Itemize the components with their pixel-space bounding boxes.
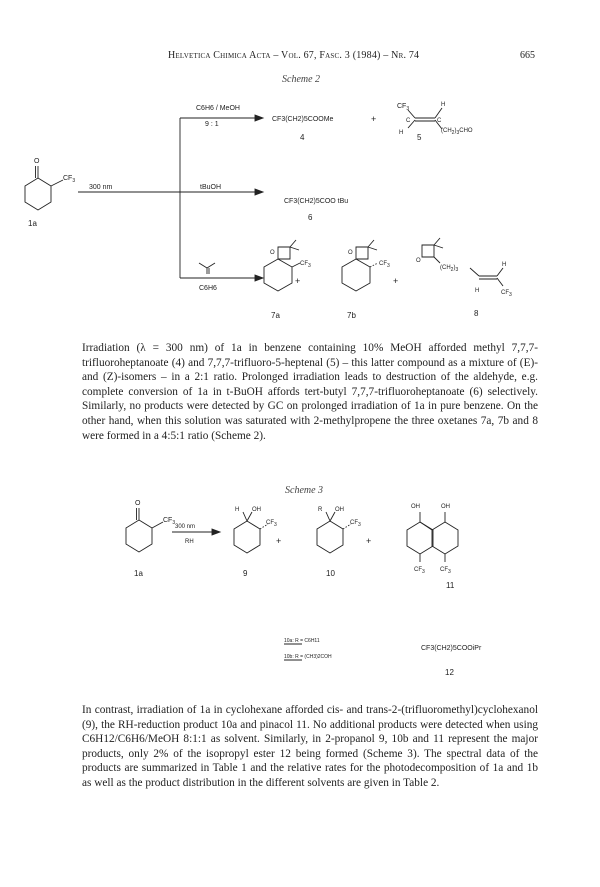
svg-text:+: + (371, 114, 377, 124)
svg-text:+: + (366, 536, 372, 546)
svg-text:H: H (235, 507, 240, 513)
svg-text:H: H (399, 130, 404, 136)
compound-label-7a: 7a (271, 311, 280, 320)
carbonyl-o-label: O (34, 158, 40, 165)
svg-text:CF3: $CF_3$ (266, 520, 277, 528)
svg-text:H: H (441, 102, 446, 108)
journal-header: Helvetica Chimica Acta – Vol. 67, Fasc. 3 (1984) – Nr. 74 (168, 50, 420, 61)
product-12-formula: CF3(CH2)5COOiPr (421, 645, 482, 652)
svg-text:C: C (437, 118, 442, 124)
svg-text:O: O (416, 258, 421, 264)
compound-label-11: 11 (446, 581, 455, 590)
svg-text:OH: OH (252, 507, 261, 513)
legend-10b: 10b: R = (CH3)2COH (284, 654, 332, 660)
compound-label-4: 4 (300, 133, 305, 142)
cond-meoh-label: C6H6 / MeOH (196, 105, 240, 112)
svg-text:+: + (295, 276, 301, 286)
svg-text:R: R (318, 507, 323, 513)
compound-label-12: 12 (445, 668, 454, 677)
svg-text:+: + (393, 276, 399, 286)
svg-text:CF3: $CF_3$ (440, 567, 451, 575)
svg-text:C: C (406, 118, 411, 124)
svg-text:H: H (475, 288, 480, 294)
cf3-label-1a: $CF_3$ (63, 175, 76, 184)
scheme-3-label: Scheme 3 (285, 485, 324, 496)
compound-label-7b: 7b (347, 311, 356, 320)
reagent-rh-label: RH (185, 539, 194, 545)
paragraph-1: Irradiation (λ = 300 nm) of 1a in benzene containing 10% MeOH afforded methyl 7,7,7-trifluoroheptanoate (4) and 7,7,7-trifluoro-5-heptenal (5) – this latter compound as a mixture of (E)- and (Z)-isomers – in a 2:1 ratio. Prolonged irradiation leads to destruction of the aldehyde, e.g. complete conversion of 1a in t-BuOH affords tert-butyl 7,7,7-trifluoroheptanoate (6) selectively. Similarly, no products were detected by GC on prolonged irradiation of 1a in pure benzene. On the other hand, when this solution was saturated with 2-methylpropene the three oxetanes 7a, 7b and 8 were formed in a 4:5:1 ratio (Scheme 2). (82, 342, 538, 442)
ratio-label: 9 : 1 (205, 121, 219, 128)
wavelength-label-2: 300 nm (175, 524, 196, 530)
svg-text:+: + (276, 536, 282, 546)
compound-label-1a: 1a (28, 219, 37, 228)
page-number: 665 (520, 50, 535, 61)
svg-text:OH: OH (441, 504, 450, 510)
svg-text:(CH2)3: $(CH_2)_3$ (440, 265, 459, 273)
compound-label-6: 6 (308, 213, 313, 222)
compound-label-8: 8 (474, 309, 479, 318)
cyclohexane-ring-7a (264, 259, 292, 291)
compound-label-5: 5 (417, 133, 422, 142)
svg-text:CF3: $CF_3$ (163, 517, 176, 526)
svg-text:CF3: $CF_3$ (350, 520, 361, 528)
scheme-2-label: Scheme 2 (282, 74, 321, 85)
svg-text:OH: OH (335, 507, 344, 513)
legend-10a: 10a: R = C6H11 (284, 638, 320, 644)
wavelength-label-1: 300 nm (89, 184, 113, 191)
svg-text:CF3: $CF_3$ (397, 103, 410, 112)
svg-text:CF3: $CF_3$ (501, 290, 512, 298)
svg-text:CF3: $CF_3$ (300, 261, 311, 269)
svg-text:O: O (270, 250, 275, 256)
svg-text:CF3: $CF_3$ (379, 261, 390, 269)
svg-text:OH: OH (411, 504, 420, 510)
compound-label-1a-s3: 1a (134, 569, 143, 578)
paragraph-2: In contrast, irradiation of 1a in cyclohexane afforded cis- and trans-2-(trifluoromethyl)cyclohexanol (9), the RH-reduction product 10a and pinacol 11. No additional products were detected when using C6H12/C6H6/MeOH 8:1:1 as solvent. Similarly, in 2-propanol 9, 10b and 11 represent the major products, only 2% of the isopropyl ester 12 being formed (Scheme 3). The spectral data of the products are summarized in Table 1 and the relative rates for the photodecomposition of 1a and 1b as well as the product distribution in the different solvents are given in Table 2. (82, 704, 538, 789)
oxetane-ring-8 (422, 245, 434, 257)
svg-text:H: H (502, 262, 507, 268)
svg-text:CF3: $CF_3$ (414, 567, 425, 575)
cyclohexane-ring-7b (342, 259, 370, 291)
svg-text:O: O (135, 500, 141, 507)
compound-label-9: 9 (243, 569, 248, 578)
cond-tbuoh-label: tBuOH (200, 184, 222, 191)
product-6-formula: CF3(CH2)5COO tBu (284, 198, 349, 205)
compound-label-10: 10 (326, 569, 335, 578)
cyclohexane-ring-1a (25, 178, 51, 210)
cond-c6h6-label: C6H6 (199, 285, 217, 292)
svg-text:(CH2)3CHO: $(CH_2)_3CHO$ (441, 128, 473, 136)
svg-text:O: O (348, 250, 353, 256)
product-4-formula: CF3(CH2)5COOMe (272, 116, 334, 123)
